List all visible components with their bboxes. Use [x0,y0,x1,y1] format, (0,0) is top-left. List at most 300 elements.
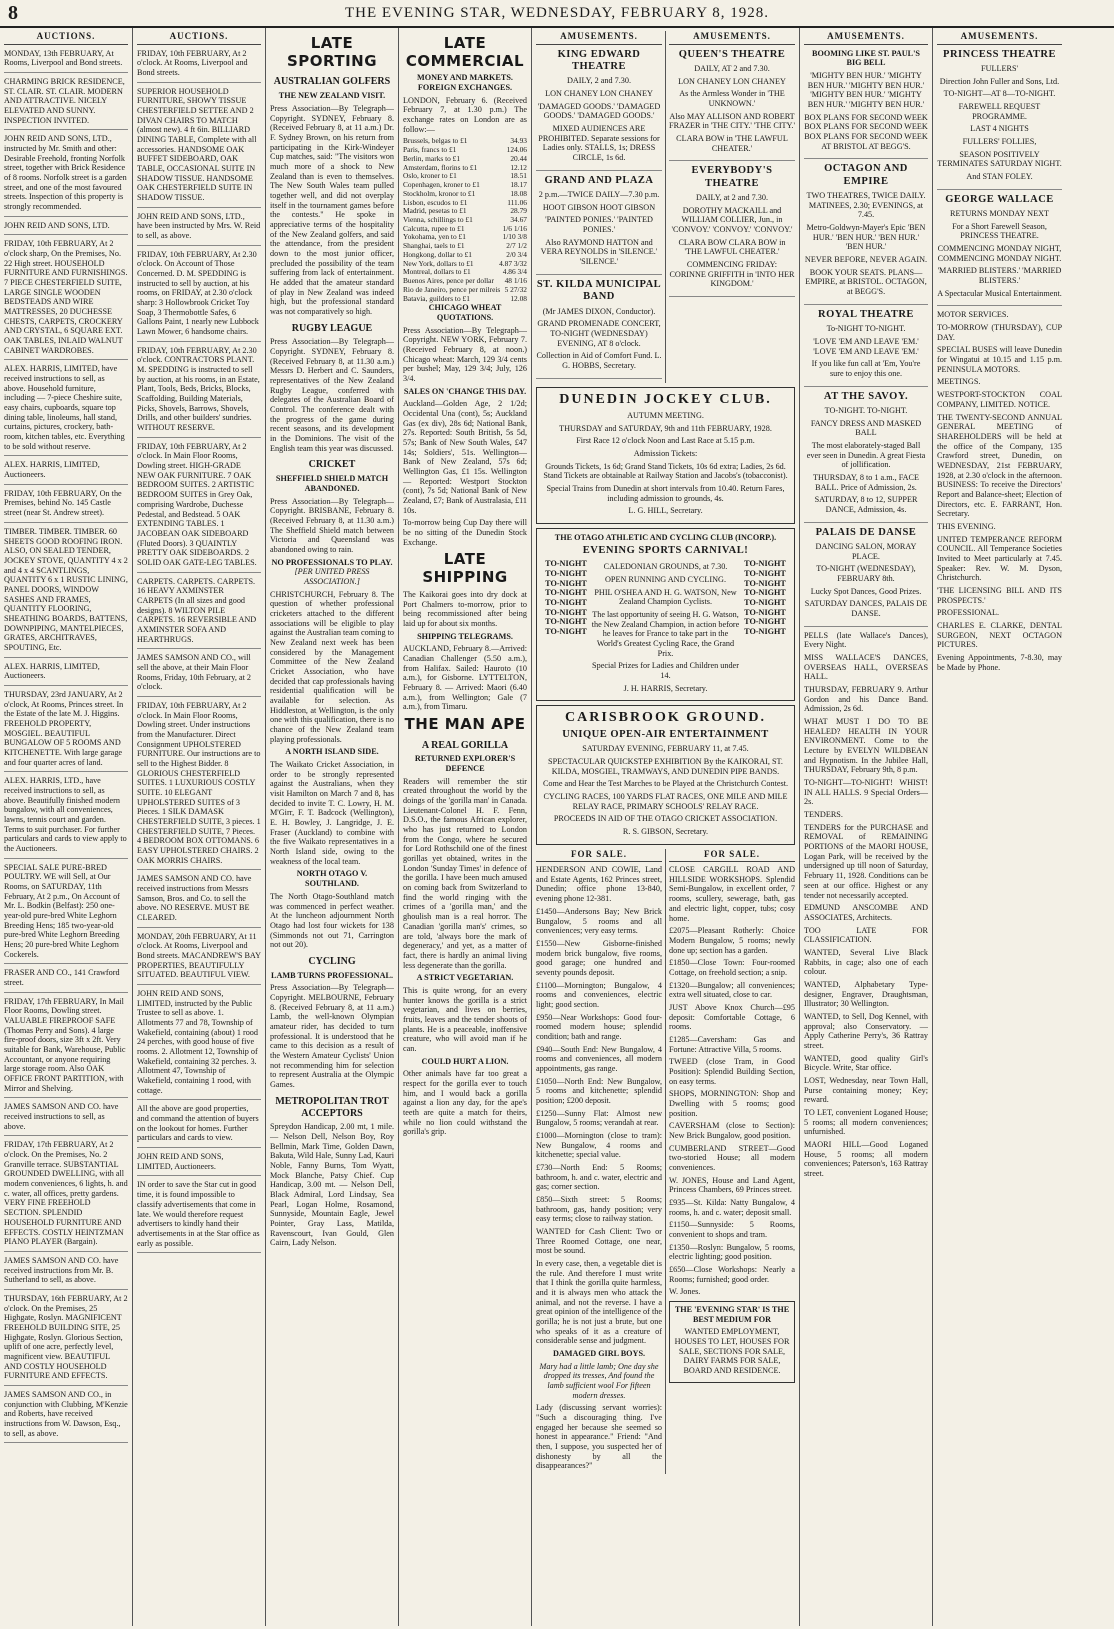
ad-line: Metro-Goldwyn-Mayer's Epic 'BEN HUR.' 'BEN HUR.' 'BEN HUR.' 'BEN HUR.' [806,223,926,252]
ad-line: PHIL O'SHEA AND H. G. WATSON, New Zealand Champion Cyclists. [594,587,737,607]
exchange-rate: 111.06 [507,197,527,207]
article-body: The North Otago-Southland match was commenced in perfect weather. At the luncheon adjournment North Otago had lost four wickets for 138 (Simmonds not out 71, Carrington not out 20). [270,891,394,950]
for-sale-listing: CLOSE CARGILL ROAD AND HILLSIDE WORKSHOPS. Splendid Semi-Bungalow, in excellent order, 7 rooms, scullery, sewerage, bath, gas and electric light, copper, tubs; cosy home. [669,865,795,923]
auction-ad: MONDAY, 20th FEBRUARY, At 11 o'clock. At Rooms, Liverpool and Bond streets. MACANDREW'S BAY PROPERTIES, BEAUTIFULLY SITUATED. BEAUTIFUL VIEW. [137,932,261,985]
exchange-place: Madrid, pesetas to £1 [403,206,467,216]
ad-royal-theatre [804,309,928,387]
for-sale-listing: SHOPS, MORNINGTON: Shop and Dwelling with 5 rooms; good position. [669,1089,795,1118]
article-body: Press Association—By Telegraph—Copyright. BRISBANE, February 8. (Received February 8, at 11.30 a.m.) The Sheffield Shield match between Victoria and Queensland was abandoned owing to rain. [270,496,394,554]
auction-ad: JOHN REID AND SONS, LTD. [4,221,128,236]
masthead-title: THE EVENING STAR, WEDNESDAY, FEBRUARY 8, 1928. [345,4,769,21]
notice-item: TENDERS for the PURCHASE and REMOVAL of REMAINING PORTIONS of the MAORI HOUSE, Logan Park, will be received by the undersigned up till noon of Saturday, February 11, 1928. Conditions can be seen at our office. Highest or any tender not necessarily accepted. [804,822,928,900]
auction-ads [137,49,261,1254]
ad-title: ST. KILDA MUNICIPAL BAND [536,278,662,303]
notice-item: WANTED, Several Live Black Rabbits, in cage; also one of each colour. [804,947,928,977]
article-title: AUSTRALIAN GOLFERS [273,76,391,88]
ad-line: Admission Tickets: [633,449,698,459]
exchange-rate: 18.08 [510,188,527,198]
column-heading: AMUSEMENTS. [536,31,662,45]
box-line: WANTED EMPLOYMENT, HOUSES TO LET, HOUSES FOR SALE, SECTIONS FOR SALE, DAIRY FARMS FOR SALE, BOARD AND RESIDENCE. [674,1327,790,1376]
section-heading: LATE COMMERCIAL [405,34,525,70]
for-sale-listing: CAVERSHAM (close to Section): New Brick Bungalow, good position. [669,1121,795,1140]
notice-item: TOO LATE FOR CLASSIFICATION. [804,925,928,945]
for-sale-listing: £850—Sixth street: 5 Rooms; bathroom, gas, handy position; very easy terms; close to railway station. [536,1194,662,1224]
exchange-place: Stockholm, kronor to £1 [403,188,476,198]
ad-line: Also MAY ALLISON AND ROBERT FRAZER in 'THE CITY.' 'THE CITY.' [669,111,795,131]
notice-item: LOST, Wednesday, near Town Hall, Purse containing money; Key; reward. [804,1075,928,1105]
auction-ad: FRIDAY, 17th FEBRUARY, In Mail Floor Rooms, Dowling street. VALUABLE FIREPROOF SAFE (Thomas Perry and Sons). 4 large fire-proof doors, size 3ft x 2ft. Very suitable for Bank, Warehouse, Public Accountant, or anyone requiring large storage room. Also OAK OFFICE FRONT PARTITION, with Mirror and Shelving. [4,997,128,1099]
exchange-rate: 2/7 1/2 [506,241,527,251]
ad-king-edward-theatre [536,49,662,171]
article-body: Press Association—By Telegraph—Copyright. SYDNEY, February 8. (Received February 8, at 11 a.m.) Dr. F. Sydney Brown, on his return from participating in the Kirk-Windeyer Cup matches, said: "The visitors won much more of a shock to New Zealand than is even to themselves. The New South Wales team pulled together well, and did not overplay itself in the tournament games before the contests." He spoke in appreciative terms of the hospitality of the New Zealand golfers, and said the attendance, from the president down to the most junior officer, precluded the possibility of the team suffering from lack of entertainment. He added that the amateur standard of play in New Zealand was indeed high, but the professional standard was not comparatively so high. [270,103,394,316]
notice-item: MOTOR SERVICES. [937,310,1009,320]
auction-ad: FRIDAY, 10th FEBRUARY, At 2.30 o'clock. On Account of Those Concerned. D. M. SPEDDING is instructed to sell by auction, at his rooms, on FRIDAY, at 2.30 o'clock sharp: 3 Hollowbrook Cricket Toy Soap, 3 Thermobottle Safes, 6 Gallons Paint, 1 nearly new Lubbock Lawn Mower, 6 handsome chairs. [137,250,261,342]
ad-title: AT THE SAVOY. [823,390,909,402]
ad-line: CLARA BOW CLARA BOW in 'THE LAWFUL CHEATER.' [678,237,786,257]
ad-line: THURSDAY, 8 to 1 a.m., FACE BALL. Price of Admission, 2s. [812,472,920,492]
for-sale-section [536,849,795,1475]
tonight-label: TO-NIGHT [744,559,786,569]
auction-ad: ALEX. HARRIS, LIMITED, Auctioneers. [4,460,128,484]
ad-line: L. G. HILL, Secretary. [628,506,703,516]
for-sale-listing: £1150—Sunnyside: 5 Rooms, convenient to shops and tram. [669,1220,795,1239]
notice-item: WANTED, to Sell, Dog Kennel, with approval; also Conservatory. — Apply Catherine Perry's, 36 Rattray street. [804,1011,928,1050]
tonight-label: TO-NIGHT [744,597,786,607]
auction-ad: JOHN REID AND SONS, LIMITED, Auctioneers. [137,1152,261,1176]
ad-line: The most elaborately-staged Ball ever seen in Dunedin. A great Fiesta of jollification. [806,440,926,470]
tonight-label: TO-NIGHT [545,607,587,617]
tonight-label: TO-NIGHT [545,617,587,627]
exchange-place: Vienna, schillings to £1 [403,215,473,225]
ad-line: DAILY, AT 2 and 7.30. [694,63,770,73]
for-sale-listing: £950—Near Workshops: Good four-roomed modern house; splendid condition; bath and range. [536,1012,662,1041]
article-subtitle: MONEY AND MARKETS. FOREIGN EXCHANGES. [417,73,513,93]
for-sale-listing: £1050—North End: New Bungalow, 5 rooms and kitchenette; splendid position; £200 deposit. [536,1076,662,1105]
ad-line: Collection in Aid of Comfort Fund. L. G. HOBBS, Secretary. [536,351,662,370]
ad-palais-de-danse [804,527,928,627]
article-subtitle: SHEFFIELD SHIELD MATCH ABANDONED. [275,474,389,493]
ad-line: RETURNS MONDAY NEXT [949,209,1049,219]
notice-item: TENDERS. [804,810,843,820]
auction-ad: JOHN REID AND SONS, LTD., have been instructed by Mrs. W. Reid to sell, as above. [137,212,261,246]
ad-line: GRAND PROMENADE CONCERT, TO-NIGHT (WEDNESDAY) EVENING, AT 8 o'clock. [537,319,661,348]
article-title: RUGBY LEAGUE [291,322,373,334]
notice-item: 'THE LICENSING BILL AND ITS PROSPECTS.' [937,585,1062,605]
ad-line: THURSDAY and SATURDAY, 9th and 11th FEBRUARY, 1928. [559,423,772,433]
auction-ad: JAMES SAMSON AND CO. have received instructions from Mr. B. Sutherland to sell, as above. [4,1256,128,1290]
ad-line: LON CHANEY LON CHANEY [678,76,786,86]
column-auctions-1 [0,28,133,1626]
ad-line: 'DAMAGED GOODS.' 'DAMAGED GOODS.' 'DAMAGED GOODS.' [537,101,661,121]
auction-ad: FRIDAY, 10th FEBRUARY, On the Premises, behind No. 145 Castle street (near St. Andrew street). [4,489,128,523]
article-body: Other animals have far too great a respect for the gorilla ever to touch him, and I would back a gorilla against a lion any day, for the ape's teeth are quite a match for theirs, while no lion could withstand the gorilla's grip. [403,1069,527,1137]
ad-queens-theatre [669,49,795,162]
ad-princess-theatre [937,49,1062,190]
article-subtitle: SALES ON 'CHANGE THIS DAY. [403,386,527,396]
auction-ad: JOHN REID AND SONS, LIMITED, instructed by the Public Trustee to sell as above. 1. Allotments 77 and 78, Township of Wakefield, containing (about) 1 rood 24 perches, with good house of five rooms. 2. Allotment 12, Township of Wakefield, containing 32 perches. 3. Allotment 47, Township of Wakefield, containing 1 rood, with cottage. [137,989,261,1100]
ad-title: DUNEDIN JOCKEY CLUB. [559,391,772,407]
column-heading: AUCTIONS. [4,31,128,45]
exchange-place: Rio de Janeiro, pence per milreis [403,284,501,294]
ad-line: FULLERS' [981,63,1018,73]
for-sale-listing: £1350—Roslyn: Bungalow, 5 rooms, electric lighting; good position. [669,1242,795,1262]
notice-item: CHARLES E. CLARKE, DENTAL SURGEON, NEXT OCTAGON PICTURES. [937,620,1062,650]
article-body: Spreydon Handicap, 2.00 mt, 1 mile. — Nelson Dell, Nelson Boy, Roy Bellmin, Mark Time, Golden Dawn, Bakuta, Wild Hale, Sunny Lad, Kauri Noble, Fanny Burns, Tom Wyatt, Mock Blanche, Patsy Chief. Cup Handicap, 3.00 mt. — Nelson Dell, Black Admiral, Lord Lindsay, Sea Pearl, Logan Holme, Rosamond, Sunnyside, Mountain Eagle, Jewel Pointer, Gray Lass, Matilda, Ravenscourt, Ivan Gould, Glen Cairn, Lady Nelson. [270,1122,394,1248]
tonight-label: TO-NIGHT [545,578,587,588]
notice-item: TO-NIGHT—TO-NIGHT! WHIST! IN ALL HALLS. 9 Special Orders—2s. [804,778,928,807]
ad-line: First Race 12 o'clock Noon and Last Race at 5.15 p.m. [576,436,755,446]
article-subtitle: A NORTH ISLAND SIDE. [285,747,379,757]
for-sale-listing: HENDERSON AND COWIE, Land and Estate Agents, 162 Princes street, Dunedin; office phone 13-840, evening phone 12-381. [536,865,662,904]
ad-line: LON CHANEY LON CHANEY [545,89,653,99]
exchange-rate: 12.08 [510,293,527,303]
article-title: METROPOLITAN TROT ACCEPTORS [275,1095,389,1119]
exchange-place: Brussels, belgas to £1 [403,136,468,146]
for-sale-listing: £1285—Caversham: Gas and Fortune: Attractive Villa, 5 rooms. [669,1034,795,1054]
exchange-rate: 34.93 [510,136,527,146]
exchange-place: Amsterdam, florins to £1 [403,162,478,172]
article-subtitle: RETURNED EXPLORER'S DEFENCE [414,754,516,774]
exchange-rate: 1/6 1/16 [502,223,527,233]
ad-line: 'PAINTED PONIES.' 'PAINTED PONIES.' [545,215,653,235]
ad-title: CARISBROOK GROUND. [565,710,766,726]
ad-savoy [804,391,928,523]
notice-item: PELLS (late Wallace's Dances), Every Night. [804,630,928,650]
ad-line: AUTUMN MEETING. [627,411,704,421]
auction-ad: MONDAY, 13th FEBRUARY, At Rooms, Liverpool and Bond streets. [4,49,128,73]
article-title: CRICKET [308,459,356,471]
tonight-label: TO-NIGHT [545,559,587,569]
auction-ad: JAMES SAMSON AND CO. have received instructions to sell, as above. [4,1102,128,1136]
notice-item: WESTPORT-STOCKTON COAL COMPANY, LIMITED. NOTICE. [937,390,1062,409]
ad-line: To-NIGHT TO-NIGHT. [826,324,906,334]
auction-ad: FRIDAY, 17th FEBRUARY, At 2 o'clock. On the Premises, No. 2 Granville terrace. SUBSTANTIAL GROUNDED DWELLING, with all modern conveniences, 6 lights, h. and c. water, all offices, pretty gardens. VERY FINE FREEHOLD SECTION. SPLENDID HOUSEHOLD FURNITURE AND EFFECTS. COSTLY HEINTZMAN PIANO PLAYER (Bargain). [4,1140,128,1251]
amusements-top [536,31,795,383]
article-body: Lady (discussing servant worries): "Such a discouraging thing. I've engaged her because she seemed so honest in appearance." Friend: "And then, I suppose, you suspected her of dishonesty by all the disappearances?" [536,1403,662,1471]
notice-item: WHAT MUST I DO TO BE HEALED? HEALTH IN YOUR ENVIRONMENT. Come to the Lecture by EVELYN WILDBEAN and Hypnotism. In the Jubilee Hall, THURSDAY, February 9th, 8 p.m. [804,717,928,775]
exchange-rate: 20.44 [510,153,527,163]
auction-ad: THURSDAY, 23rd JANUARY, At 2 o'clock, At Rooms, Princes street. In the Estate of the late M. J. Higgins. FREEHOLD PROPERTY, MOSGIEL. BEAUTIFUL BUNGALOW OF 5 ROOMS AND KITCHENETTE. With large garage and four quarter acres of land. [4,690,128,772]
ad-line: R. S. GIBSON, Secretary. [622,826,709,836]
ad-title: PRINCESS THEATRE [943,48,1056,60]
ad-line: BOOK YOUR SEATS. PLANS— EMPIRE, at BRISTOL. OCTAGON, at BEGG'S. [805,267,927,297]
notice-item: TO LET, convenient Loganed House; 5 rooms; all modern conveniences; unfurnished. [804,1107,928,1137]
exchange-place: Paris, francs to £1 [403,145,457,155]
ad-line: (Mr JAMES DIXON, Conductor). [542,306,656,316]
exchange-place: Buenos Aires, pence per dollar [403,276,494,286]
ad-title: EVENING SPORTS CARNIVAL! [582,544,749,556]
notice-item: Evening Appointments, 7-8.30, may be Made by Phone. [937,652,1062,672]
ad-line: TO-NIGHT. TO-NIGHT. [824,405,908,415]
exchange-place: Batavia, guilders to £1 [403,293,470,303]
poem: Mary had a little lamb; One day she dropped its tresses, And found the lamb sufficient wool For fifteen modern dresses. [539,1361,659,1400]
newspaper-page [0,28,1114,1626]
ad-line: 'MIGHTY BEN HUR.' 'MIGHTY BEN HUR.' 'MIGHTY BEN HUR.' 'MIGHTY BEN HUR.' 'MIGHTY BEN HUR.' 'MIGHTY BEN HUR.' [807,70,925,109]
notice-item: THURSDAY, FEBRUARY 9. Arthur Gordon and his Dance Band. Admission, 2s 6d. [804,685,928,714]
ad-dunedin-jockey-club [536,387,795,525]
for-sale-listing: £650—Close Workshops: Nearly a Rooms; furnished; good order. [669,1265,795,1284]
ad-line: TO-NIGHT (WEDNESDAY), FEBRUARY 8th. [816,564,916,584]
column-heading: AMUSEMENTS. [804,31,928,45]
auction-ad: FRASER AND CO., 141 Crawford street. [4,968,128,992]
exchange-place: Montreal, dollars to £1 [403,267,471,277]
box-title: THE 'EVENING STAR' IS THE BEST MEDIUM FOR [674,1305,790,1324]
ad-line: For a Short Farewell Season, PRINCESS THEATRE. [952,221,1047,241]
exchange-rate: 28.79 [510,206,527,216]
ad-line: FULLERS' FOLLIES, [962,137,1037,147]
for-sale-listing: £1100—Mornington; Bungalow, 4 rooms and conveniences, electric light; good section. [536,980,662,1009]
tonight-label: TO-NIGHT [744,578,786,588]
ad-line: HOOT GIBSON HOOT GIBSON [542,202,656,212]
notice-item: THE TWENTY-SECOND ANNUAL GENERAL MEETING of SHAREHOLDERS will be held at the office of the Company, 135 Crawford street, Dunedin, on WEDNESDAY, 21st FEBRUARY, 1928, at 2.30 o'clock in the afternoon. BUSINESS: To receive the Directors' Report and Balance-sheet; Election of Directors, etc. E. FARRANT, Hon. Secretary. [937,412,1062,519]
for-sale-listing: £1250—Sunny Flat: Almost new Bungalow, 5 rooms; verandah at rear. [536,1108,662,1128]
exchange-rate: 2/0 3/4 [506,249,527,259]
ad-george-wallace [937,194,1062,307]
ad-line: As the Armless Wonder in 'THE UNKNOWN.' [679,89,785,108]
ad-line: J. H. HARRIS, Secretary. [623,683,708,693]
article-credit: [PER UNITED PRESS ASSOCIATION.] [294,567,370,586]
ad-line: And STAN FOLEY. [966,172,1033,182]
tonight-label: TO-NIGHT [545,597,587,607]
auction-ad: FRIDAY, 10th FEBRUARY, At 2 o'clock. In Main Floor Rooms, Dowling street. Under instructions from the Manufacturer. Direct Consignment UPHOLSTERED FURNITURE. Our instructions are to sell to the Highest Bidder. 8 GLORIOUS CHESTERFIELD SUITES. 1 LUXURIOUS COSTLY SUITE. 10 ELEGANT UPHOLSTERED SUITES of 3 Pieces. 1 SILK DAMASK CHESTERFIELD SUITE, 3 pieces. 1 CHESTERFIELD SUITE, 7 Pieces. 4 BEDROOM BOX OTTOMANS. 6 EASY UPHOLSTERED CHAIRS. 2 OAK MORRIS CHAIRS. [137,701,261,870]
notice-item: TO-MORROW (THURSDAY), CUP DAY. [937,323,1062,342]
ad-line: 'LOVE 'EM AND LEAVE 'EM.' 'LOVE 'EM AND LEAVE 'EM.' [813,336,919,356]
for-sale-listing: W. Jones. [669,1287,701,1297]
ad-grand-and-plaza [536,175,662,275]
article-subtitle: A STRICT VEGETARIAN. [416,973,514,983]
article-subtitle: THE NEW ZEALAND VISIT. [278,91,386,101]
article-subtitle: SHIPPING TELEGRAMS. [417,631,513,641]
exchange-place: Calcutta, rupee to £1 [403,223,465,233]
article-body: AUCKLAND, February 8.—Arrived: Canadian Challenger (5.50 a.m.), from Halifax. Sailed: Hauroto (10 a.m.), for Gisborne. LYTTELTON, February 8. — Arrived: Maori (6.40 a.m.), from Wellington; Gale (7 a.m.), from Timaru. [403,644,527,712]
column-auctions-2 [133,28,266,1626]
ad-line: If you like fun call at 'Em, You're sure to enjoy this one. [811,359,921,378]
column-amusements-left [532,28,800,1626]
auction-ad: CARPETS. CARPETS. CARPETS. 16 HEAVY AXMINSTER CARPETS (In all sizes and good designs). 8 WILTON PILE CARPETS. 16 REVERSIBLE AND AXMINSTER SOFA AND HEARTHRUGS. [137,577,261,650]
tonight-label: TO-NIGHT [744,607,786,617]
for-sale-listing: £1850—Close Town: Four-roomed Cottage, on freehold section; a snip. [669,958,795,977]
auction-ad: ALEX. HARRIS, LTD., have received instructions to sell, as above. Beautifully finished modern bungalow, with all conveniences, lawns, tennis court and garden. Terms to suit purchaser. For further particulars and cards to view apply to the Auctioneers. [4,776,128,858]
ad-line: 2 p.m.—TWICE DAILY—7.30 p.m. [538,190,660,200]
column-amusements-right [933,28,1066,1626]
ad-line: Grounds Tickets, 1s 6d; Grand Stand Tickets, 10s 6d extra; Ladies, 2s 6d. Stand Tickets are obtainable at Railway Station and Jacobs's (tobacconist). [543,461,788,481]
notice-item: PROFESSIONAL. [937,608,1000,618]
ad-line: CLARA BOW in 'THE LAWFUL CHEATER.' [676,134,788,153]
exchange-rates-table [403,137,527,303]
article-body: This is quite wrong, for an every hunter knows the gorilla is a strict vegetarian, and lives on berries, fruits, leaves and the tender shoots of plants. He is a peaceable, inoffensive creature, who will avoid man if he can. [403,985,527,1053]
ad-line: TO-NIGHT—AT 8—TO-NIGHT. [943,89,1056,99]
article-body: CHRISTCHURCH, February 8. The question of whether professional cricketers attached to the different associations will be eligible to play against the Australian team coming to New Zealand next week has been considered by the Management Committee of the New Zealand Cricket Association, who have decided that cap professionals having residential qualification will be available for selection. As Hiddleston, at Wellington, is the only one with this qualification, there is no chance of the New Zealand team playing professionals. [270,589,394,744]
notice-item: THIS EVENING. [937,521,996,531]
tonight-label: TO-NIGHT [744,617,786,627]
ad-title: ROYAL THEATRE [818,308,914,320]
exchange-place: Shanghai, taels to £1 [403,241,465,251]
ad-title: KING EDWARD THEATRE [557,48,641,72]
auction-ad: JAMES SAMSON AND CO., in conjunction with Clubbing, M'Kenzie and Roberts, have received instructions from W. Dawson, Esq., to sell, as above. [4,1390,128,1443]
ad-line: LAST 4 NIGHTS [970,124,1029,134]
tonight-label: TO-NIGHT [545,568,587,578]
column-heading: AMUSEMENTS. [937,31,1062,45]
ad-line: DANCING SALON, MORAY PLACE. [815,542,917,561]
ad-line: SATURDAY DANCES, PALAIS DE DANSE. [804,599,928,619]
ad-title: OCTAGON AND EMPIRE [824,163,908,187]
ad-line: MIXED AUDIENCES ARE PROHIBITED. Separate sessions for Ladies only. STALLS, 1s; DRESS CIRCLE, 1s 6d. [538,124,660,163]
ad-line: SEASON POSITIVELY TERMINATES SATURDAY NIGHT. [937,149,1062,169]
ad-line: FANCY DRESS AND MASKED BALL [810,418,922,438]
notice-item: MEETINGS. [937,377,981,387]
column-heading: AMUSEMENTS. [669,31,795,45]
column-late-commercial [399,28,532,1626]
auction-ad: FRIDAY, 10th FEBRUARY, At 2.30 o'clock. CONTRACTORS PLANT. M. SPEDDING is instructed to sell by auction, at his rooms, in an Estate, Plant, Tools, Beds, Bricks, Blocks, Scaffolding, Building Materials, Picks, Shovels, Barrows, Shovels, Drills, and other builders' sundries. WITHOUT RESERVE. [137,346,261,438]
auction-ad: JOHN REID AND SONS, LTD., instructed by Mr. Smith and other: Desirable Freehold, fronting Norfolk street, together with Brick Residence of 8 rooms. Norfolk street is a garden street, and one of the most favoured streets. Inspection of this property is strongly recommended. [4,134,128,216]
exchange-rate: 48 1/16 [504,276,527,286]
auction-ad: TIMBER. TIMBER. TIMBER. 60 SHEETS GOOD ROOFING IRON. ALSO, ON SEALED TENDER, JOCKEY STOVE, QUANTITY 4 x 2 and 4 x 4 SCANTLINGS, QUANTITY 6 x 1 RUSTIC LINING, PANEL DOORS, WINDOW SASHES AND FRAMES, QUANTITY FLOORING, SHEATHING BOARDS, BATTENS, DOWNPIPING, MANTELPIECES, GRATES, ARCHITRAVES, SPOUTING, Etc. [4,527,128,658]
exchange-rate: 1/10 3/8 [502,232,527,242]
ad-title: EVERYBODY'S THEATRE [691,165,773,189]
tonight-label: TO-NIGHT [744,626,786,636]
article-body: Press Association—By Telegraph—Copyright. MELBOURNE, February 8. (Received February 8, at 11 a.m.) Lamb, the well-known Olympian amateur rider, has decided to turn professional. It is understood that he came to this decision as a result of the Western Amateur Cyclists' Union not recommending him for selection to represent Australia at the Olympic Games. [270,983,394,1090]
exchange-rate: 4.86 3/4 [502,267,527,277]
auction-ad: FRIDAY, 10th FEBRUARY, At 2 o'clock. In Main Floor Rooms, Dowling street. HIGH-GRADE NEW OAK FURNITURE. 7 OAK BEDROOM SUITES. 2 ARTISTIC BEDROOM SUITES in Grey Oak, comprising Wardrobe, Duchesse Pedestal, and Bedstead. 5 OAK EXTENDING TABLES. 1 JACOBEAN OAK SIDEBOARD (Fluted Doors). 3 QUAINTLY PRETTY OAK SIDEBOARDS. 2 SOLID OAK GATE-LEG TABLES. [137,442,261,573]
article-body: Readers will remember the stir created throughout the world by the doings of the 'gorilla man' in Canada. Lieutenant-Colonel H. F. Fenn, D.S.O., the famous African explorer, who has just returned to London from the Congo, where he secured for Lord Rothschild one of the finest gorillas yet obtained, writes in the London 'Sunday Times' in defence of the gorilla. I have been much amused on coming back from Switzerland to find the world ringing with the crimes of a 'gorilla man,' and the ghoulish man is a real horror. The Canadian 'gorilla man's' crimes, so are told, 'always bore the mark of degeneracy,' and yet, as a matter of fact, there is hardly an animal living less degenerate than the gorilla. [403,776,527,970]
ad-st-kilda-band [536,279,662,379]
ad-carisbrook-ground [536,705,795,844]
ad-line: FAREWELL REQUEST PROGRAMME. [958,102,1041,121]
exchange-place: Copenhagen, kroner to £1 [403,180,480,190]
exchange-rate: 18.17 [510,180,527,190]
article-note: To-morrow being Cup Day there will be no sitting of the Dunedin Stock Exchange. [403,518,527,547]
ad-ben-hur [804,49,928,160]
article-body: LONDON, February 6. (Received February 7, at 1.30 p.m.) The exchange rates on London are as follow:— [403,95,527,134]
auction-ad: JAMES SAMSON AND CO. have received instructions from Messrs Samson, Bros. and Co. to sell the above. NO RESERVE. MUST BE CLEARED. [137,874,261,927]
auction-ad: ALEX. HARRIS, LIMITED, have received instructions to sell, as above. Household furniture, including — 7-piece Cheshire suite, easy chairs, cupboards, square top dining table, linoleums, hall stand, curtains, pictures, crockery, bath-room, kitchen tables, etc. Everything to be sold without reserve. [4,364,128,456]
auction-ad: FRIDAY, 10th FEBRUARY, At 2 o'clock sharp, On the Premises, No. 22 High street. HOUSEHOLD FURNITURE AND FURNISHINGS. 7 PIECE CHESTERFIELD SUITE, LARGE SINGLE WOODEN BEDSTEADS AND WIRE MATTRESSES, 20 DUCHESSE CHESTS, CARPETS, CROCKERY AND CRYSTAL, 6 SQUARE EXT. OAK TABLES, INLAID WALNUT CABINET WARDROBES. [4,239,128,360]
ad-line: Lucky Spot Dances, Good Prizes. [810,586,922,596]
exchange-rate: 18.51 [510,171,527,181]
article-body: Press Association—By Telegraph—Copyright. SYDNEY, February 8. (Received February 8, at 11.30 a.m.) Messrs D. Herbert and C. Saunders, representatives of the New Zealand Rugby League, conferred with delegates of the Australian Board of Control. The conference dealt with the progress of the game during recent seasons, and its development in the Dominions. The visit of the English team this year was discussed. [270,337,394,453]
ad-line: CYCLING RACES, 100 YARDS FLAT RACES, ONE MILE AND MILE RELAY RACE, PRIMARY SCHOOLS' RELAY RACE. [543,791,788,811]
ad-title: GEORGE WALLACE [945,193,1054,205]
for-sale-listing: WANTED for Cash Client: Two or Three Roomed Cottage, one near, most be sound. [536,1226,662,1256]
for-sale-listing: £1450—Andersons Bay; New Brick Bungalow, 5 rooms and all conveniences; very easy terms. [536,906,662,936]
ad-line: BOX PLANS FOR SECOND WEEK BOX PLANS FOR SECOND WEEK BOX PLANS FOR SECOND WEEK AT BRISTOL AT BEGG'S. [804,112,928,151]
section-heading: LATE SPORTING [286,34,378,70]
ad-line: The last opportunity of seeing H. G. Watson, the New Zealand Champion, in action before he leaves for France to take part in the World's Greatest Cycling Race, the Grand Prix. [591,609,740,658]
for-sale-listing: JUST Above Knox Church—£95 deposit: Comfortable Cottage, 6 rooms. [669,1002,795,1032]
ad-line: DOROTHY MACKAILL and WILLIAM COLLIER, Jun., in 'CONVOY.' 'CONVOY.' 'CONVOY.' [671,205,793,235]
exchange-rate: 34.67 [510,215,527,225]
masthead [0,0,1114,28]
for-sale-listing: CUMBERLAND STREET—Good two-storied House; all modern conveniences. [669,1143,795,1172]
ad-line: PROCEEDS IN AID OF THE OTAGO CRICKET ASSOCIATION. [553,814,778,824]
ad-evening-sports-carnival [536,528,795,701]
article-subtitle: COULD HURT A LION. [421,1056,509,1066]
for-sale-listing: £1550—New Gisborne-finished modern brick bungalow, five rooms, good garage; one hundred and seventy pounds deposit. [536,938,662,977]
ad-line: DAILY, 2 and 7.30. [566,76,632,86]
article-subtitle: NO PROFESSIONALS TO PLAY. [271,557,393,567]
article-body: The Waikato Cricket Association, in order to be strongly represented against the Australians, when they visit Hamilton on March 7 and 8, has decided to invite T. C. Lowry, H. M. M'Girr, F. T. Badcock (Wellington), E. H. Bowley, J. Langridge, J. E. Fraser (Auckland) to combine with the five Waikato representatives in a North Island side, owing to the weakness of the local team. [270,760,394,866]
notice-item: MISS WALLACE'S DANCES, OVERSEAS HALL, OVERSEAS HALL. [804,653,928,682]
ad-title: QUEEN'S THEATRE [678,48,786,60]
ad-octagon-and-empire [804,163,928,304]
section-heading: THE MAN APE [404,714,526,733]
article-subtitle: LAMB TURNS PROFESSIONAL. [270,970,393,980]
ad-line: 'MARRIED BLISTERS.' 'MARRIED BLISTERS.' [937,266,1062,286]
article-body: In every case, then, a vegetable diet is the rule. And therefore I must write that I think the gorilla quite harmless, and it is always men who attack the animal, and not the reverse. I have a great opinion of the intelligence of the gorilla; he is not just a brute, but one who speaks of it as a creature of considerable sense and judgment. [536,1259,662,1346]
ad-title: BOOMING LIKE ST. PAUL'S BIG BELL [812,48,920,68]
ad-line: Direction John Fuller and Sons, Ltd. [939,76,1060,86]
ad-line: OPEN RUNNING AND CYCLING. [605,574,726,584]
for-sale-listing: W. JONES, House and Land Agent, Princess Chambers, 69 Princes street. [669,1175,795,1195]
article-title: A REAL GORILLA [421,739,509,751]
tonight-label: TO-NIGHT [744,568,786,578]
auction-ad: CHARMING BRICK RESIDENCE, ST. CLAIR. ST. CLAIR. MODERN AND ATTRACTIVE. NICELY ELEVATED AND SUNNY. INSPECTION INVITED. [4,77,128,130]
auction-ad: THURSDAY, 16th FEBRUARY, At 2 o'clock. On the Premises, 25 Highgate, Roslyn. MAGNIFICENT FREEHOLD BUILDING SITE, 25 Highgate, Roslyn. Glorious Section, uplift of one acre, perfectly level, magnificent view. BEAUTIFUL AND COSTLY HOUSEHOLD FURNITURE AND EFFECTS. [4,1294,128,1386]
ad-line: DAILY, at 2 and 7.30. [695,193,769,203]
for-sale-listing: £935—St. Kilda: Natty Bungalow, 4 rooms, h. and c. water; deposit small. [669,1197,795,1217]
evening-star-box [669,1301,795,1383]
page-number: 8 [8,2,18,24]
ad-line: SATURDAY EVENING, FEBRUARY 11, at 7.45. [582,744,749,754]
column-heading: FOR SALE. [669,849,795,863]
ad-line: Special Prizes for Ladies and Children under 14. [592,661,739,680]
ad-line: SPECTACULAR QUICKSTEP EXHIBITION By the KAIKORAI, ST. KILDA, MOSGIEL, TRAMWAYS, AND DUNEDIN PIPE BANDS. [548,756,783,776]
section-heading: LATE SHIPPING [422,550,508,587]
exchange-place: Berlin, marks to £1 [403,153,461,163]
exchange-rate: 4.87 3/32 [499,258,527,268]
ad-line: Special Trains from Dunedin at short intervals from 10.40. Return Fares, including admission to grounds, 4s. [546,484,785,503]
ad-title: UNIQUE OPEN-AIR ENTERTAINMENT [562,728,769,740]
auction-ad: SPECIAL SALE PURE-BRED POULTRY. WE will Sell, at Our Rooms, on SATURDAY, 11th February, At 2 p.m., On Account of Mr. L. Bodkin (Belfast): 250 one-year-old pure-bred White Leghorn Breeding Hens; 185 two-year-old pure-bred White Leghorn Breeding Hens; 20 pure-bred White Leghorn Cockerels. [4,863,128,965]
exchange-place: Oslo, kroner to £1 [403,171,457,181]
ad-title: THE OTAGO ATHLETIC AND CYCLING CLUB (INCORP.). [554,533,777,543]
tonight-label: TO-NIGHT [545,588,587,598]
exchange-place: Lisbon, escudos to £1 [403,197,468,207]
auction-ad: IN order to save the Star cut in good time, it is found impossible to classify advertisements that come in late. We would therefore request advertisers to kindly hand their advertisements in at the Star office as early as possible. [137,1180,261,1253]
ad-line: TWO THEATRES, TWICE DAILY. MATINEES, 2.30; EVENINGS, at 7.45. [806,191,926,220]
article-body: Auckland—Golden Age, 2 1/2d; Occidental Una (cont), 5s; Auckland Gas (ex div), 28s 6d; National Bank, 27s. Reported: South British, 5s 5d, 57s; Bank of New South Wales, £47 14s; Soldiers', 51s. Wellington—Bank of New Zealand, 57s 6d; Wellington Gas, £1 15s. Wellington — Reported: Westport Stockton (cont), 7s 5d; National Bank of New Zealand, £7; Bank of Australasia, £11 10s. [403,399,527,515]
auction-ad: JAMES SAMSON AND CO., will sell the above, at their Main Floor Rooms, Friday, 10th February, at 2 o'clock. [137,653,261,697]
ad-line: NEVER BEFORE, NEVER AGAIN. [804,255,928,265]
column-heading: AUCTIONS. [137,31,261,45]
exchange-rate: 12.12 [510,162,527,172]
article-body: Press Association—By Telegraph—Copyright. NEW YORK, February 7. (Received February 8, at noon.) Chicago wheat: March, 129 3/4 cents per bushel; May, 129 3/4; July, 126 3/4. [403,325,527,384]
exchange-rate: 5 27/32 [504,284,527,294]
ad-line: A Spectacular Musical Entertainment. [937,288,1062,298]
ad-everybodys-theatre [669,165,795,297]
exchange-place: New York, dollars to £1 [403,258,474,268]
article-subtitle: DAMAGED GIRL BOYS. [552,1349,646,1359]
article-title: CYCLING [308,955,356,967]
for-sale-listing: £940—South End: New Bungalow, 4 rooms and conveniences, all modern appointments, gas range. [536,1044,662,1073]
auction-ads [4,49,128,1444]
ad-line: CALEDONIAN GROUNDS, at 7.30. [603,562,728,572]
ad-line: Also RAYMOND HATTON and VERA REYNOLDS in 'SILENCE.' 'SILENCE.' [540,237,658,267]
article-subtitle: NORTH OTAGO V. SOUTHLAND. [296,869,368,889]
column-heading: FOR SALE. [536,849,662,863]
auction-ad: ALEX. HARRIS, LIMITED, Auctioneers. [4,662,128,686]
notice-item: EDMUND ANSCOMBE AND ASSOCIATES, Architects. [804,903,928,922]
notice-item: WANTED, good quality Girl's Bicycle. Write, Star office. [804,1053,928,1073]
for-sale-listing: £2075—Pleasant Rotherly: Choice Modern Bungalow, 5 rooms; newly done up; section has a garden. [669,926,795,955]
notice-item: SPECIAL BUSES will leave Dunedin for Wingatui at 10.15 and 1.15 p.m. PENINSULA MOTORS. [937,345,1062,374]
auction-ad: All the above are good properties, and command the attention of buyers on the lookout for homes. Further particulars and cards to view. [137,1104,261,1148]
column-amusements-middle [800,28,933,1626]
ad-title: PALAIS DE DANSE [815,526,917,538]
ad-line: COMMENCING MONDAY NIGHT, COMMENCING MONDAY NIGHT. [937,244,1062,263]
ad-line: SATURDAY, 8 to 12, SUPPER DANCE, Admission, 4s. [814,495,918,514]
tonight-label: TO-NIGHT [744,588,786,598]
